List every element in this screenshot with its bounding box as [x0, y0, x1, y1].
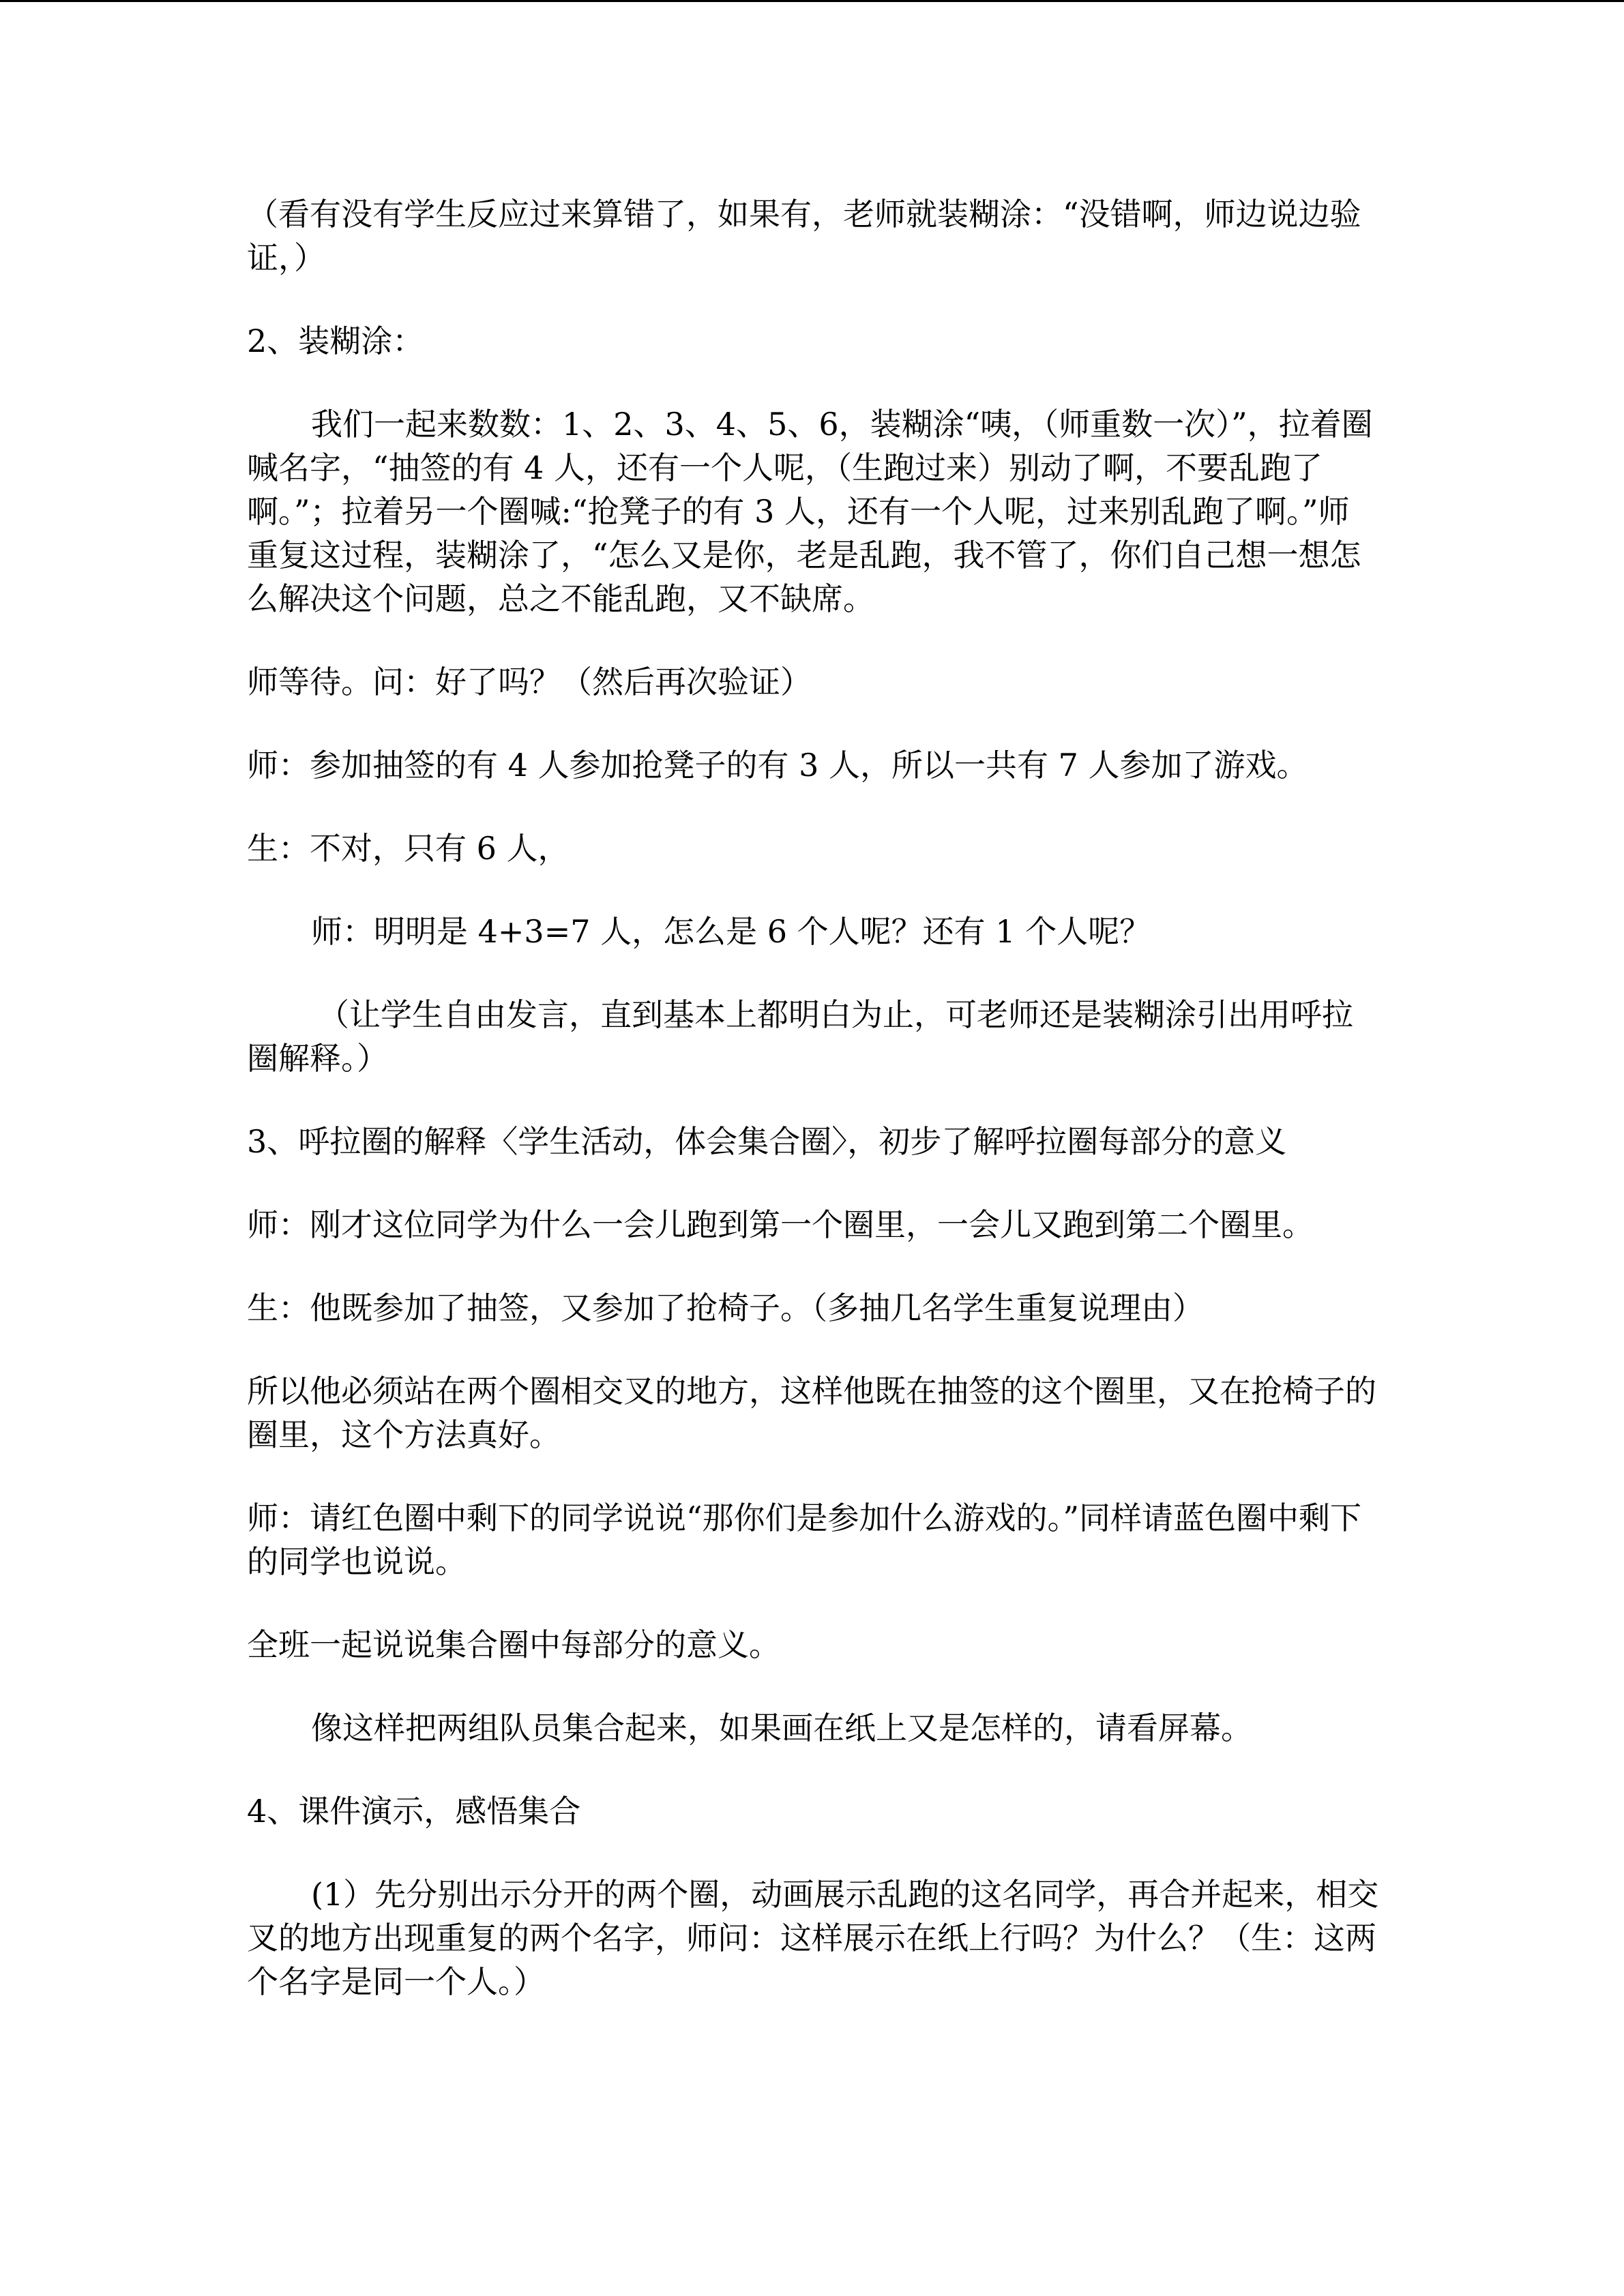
- paragraph-check-students: （看有没有学生反应过来算错了，如果有，老师就装糊涂：“没错啊，师边说边验证，）: [247, 196, 1361, 276]
- paragraph-intersection: 所以他必须站在两个圈相交叉的地方，这样他既在抽签的这个圈里，又在抢椅子的圈里，这个方法真好。: [247, 1373, 1376, 1453]
- paragraph-student-reply: 生：不对，只有 6 人，: [247, 830, 570, 867]
- heading-hoop-explanation: 3、呼拉圈的解释〈学生活动，体会集合圈〉，初步了解呼拉圈每部分的意义: [247, 1123, 1287, 1160]
- top-border-line: [0, 0, 1624, 2]
- paragraph-teacher-total: 师：参加抽签的有 4 人参加抢凳子的有 3 人，所以一共有 7 人参加了游戏。: [247, 747, 1308, 784]
- paragraph-teacher-waits: 师等待。问：好了吗？（然后再次验证）: [247, 664, 812, 700]
- heading-pretend-confused: 2、装糊涂：: [247, 323, 424, 359]
- paragraph-animation-demo: (1）先分别出示分开的两个圈，动画展示乱跑的这名同学，再合并起来，相交叉的地方出现重复的两个名字，师问：这样展示在纸上行吗？为什么？（生：这两个名字是同一个人。）: [247, 1876, 1379, 2000]
- paragraph-teacher-why: 师：刚才这位同学为什么一会儿跑到第一个圈里，一会儿又跑到第二个圈里。: [247, 1206, 1314, 1243]
- document-body: [247, 192, 1379, 2043]
- paragraph-red-blue-circles: 师：请红色圈中剩下的同学说说“那你们是参加什么游戏的。”同样请蓝色圈中剩下的同学也说说。: [247, 1500, 1362, 1580]
- paragraph-whole-class: 全班一起说说集合圈中每部分的意义。: [247, 1626, 780, 1663]
- heading-courseware-demo: 4、课件演示，感悟集合: [247, 1793, 581, 1830]
- paragraph-count-together: 我们一起来数数：1、2、3、4、5、6，装糊涂“咦，（师重数一次）”，拉着圈喊名字，“抽签的有 4 人，还有一个人呢，（生跑过来）别动了啊，不要乱跑了啊。”；拉着另一个圈喊:“抢凳子的有 3 人，还有一个人呢，过来别乱跑了啊。”师重复这过程，装糊涂了，“怎么又是你，老是乱跑，我不管了，你们自己想一想怎么解决这个问题，总之不能乱跑，又不缺席。: [247, 406, 1373, 617]
- paragraph-see-screen: 像这样把两组队员集合起来，如果画在纸上又是怎样的，请看屏幕。: [311, 1710, 1252, 1746]
- paragraph-free-discussion: （让学生自由发言，直到基本上都明白为止，可老师还是装糊涂引出用呼拉圈解释。）: [247, 996, 1353, 1077]
- paragraph-student-both: 生：他既参加了抽签，又参加了抢椅子。（多抽几名学生重复说理由）: [247, 1289, 1204, 1326]
- paragraph-teacher-question: 师：明明是 4+3=7 人，怎么是 6 个人呢？还有 1 个人呢？: [311, 913, 1151, 950]
